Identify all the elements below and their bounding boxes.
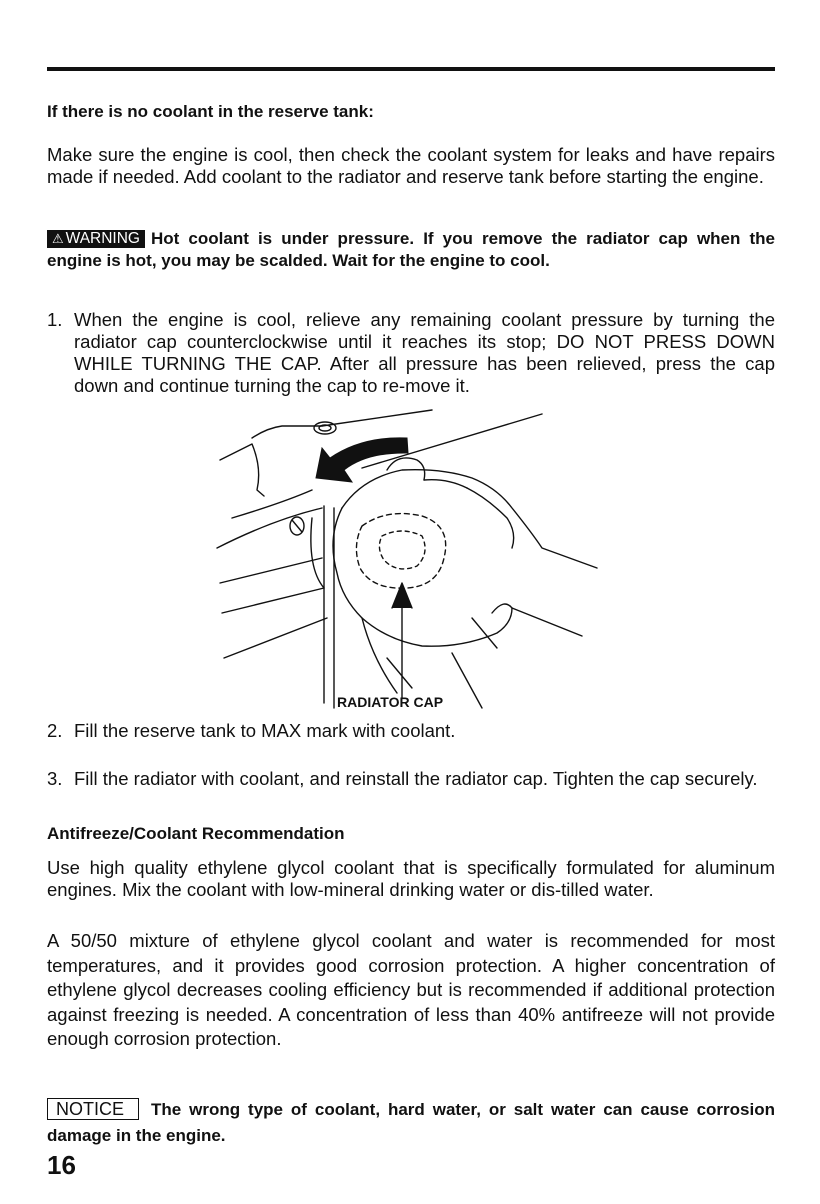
notice-badge: NOTICE (47, 1098, 139, 1120)
warning-badge (47, 230, 145, 248)
step-3 (47, 768, 775, 790)
warning-block (47, 228, 775, 272)
warning-triangle-icon: ⚠ (52, 231, 64, 246)
antifreeze-paragraph-1: Use high quality ethylene glycol coolant that is specifically formulated for aluminum engines. Mix the coolant with low-mineral drinking water or dis-tilled water. (47, 857, 775, 900)
step-text: Fill the radiator with coolant, and reinstall the radiator cap. Tighten the cap securely. (74, 768, 758, 789)
warning-badge-label: WARNING (65, 230, 140, 247)
antifreeze-paragraph-2: A 50/50 mixture of ethylene glycol coolant and water is recommended for most temperatures, and it provides good corrosion protection. A higher concentration of ethylene glycol decreases cooling efficiency but is recommended if additional protection against freezing is needed. A concentration of less than 40% antifreeze will not provide enough corrosion protection. (47, 930, 775, 1049)
step-number: 1. (47, 309, 63, 330)
notice-text: The wrong type of coolant, hard water, or salt water can cause corrosion damage in the engine. (47, 1100, 775, 1145)
step-1 (47, 309, 775, 397)
step-text: When the engine is cool, relieve any remaining coolant pressure by turning the radiator cap counterclockwise until it reaches its stop; DO NOT PRESS DOWN WHILE TURNING THE CAP. After all pressure has been relieved, press the cap down and continue turning the cap to re-move it. (74, 309, 775, 396)
intro-paragraph: Make sure the engine is cool, then check the coolant system for leaks and have repairs made if needed. Add coolant to the radiator and reserve tank before starting the engine. (47, 144, 775, 187)
radiator-cap-illustration (212, 408, 612, 713)
notice-block (47, 1097, 775, 1149)
page-number: 16 (47, 1150, 76, 1180)
radiator-cap-label: RADIATOR CAP (337, 694, 444, 710)
step-number: 3. (47, 768, 63, 789)
top-rule (47, 67, 775, 71)
warning-text: Hot coolant is under pressure. If you remove the radiator cap when the engine is hot, you may be scalded. Wait for the engine to cool. (47, 229, 775, 270)
step-text: Fill the reserve tank to MAX mark with coolant. (74, 720, 456, 741)
step-number: 2. (47, 720, 63, 741)
section-heading: If there is no coolant in the reserve tank: (47, 102, 374, 121)
step-2 (47, 720, 775, 742)
antifreeze-heading: Antifreeze/Coolant Recommendation (47, 824, 345, 843)
